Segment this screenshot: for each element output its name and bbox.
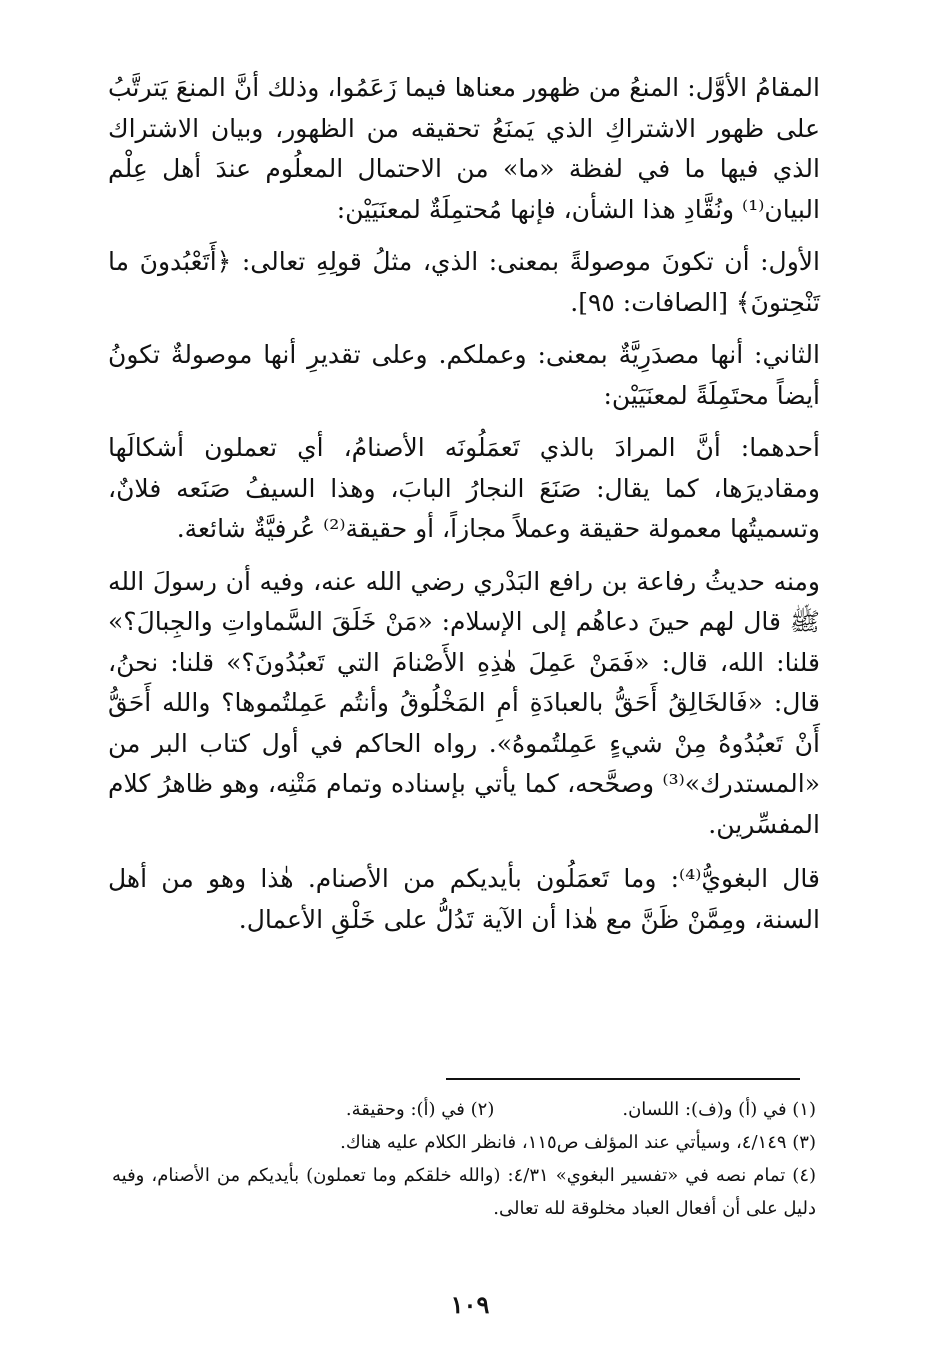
footnote-divider	[446, 1078, 800, 1080]
paragraph-hadith: ومنه حديثُ رفاعة بن رافع البَدْري رضي الله عنه، وفيه أن رسولَ الله ﷺ قال لهم حينَ دعاهُم إلى الإسلام: «مَنْ خَلَقَ السَّماواتِ والجِبالَ؟» قلنا: الله، قال: «فَمَنْ عَمِلَ هٰذِهِ الأَصْنامَ التي تَعبُدُونَ؟» قلنا: نحنُ، قال: «فَالخَالِقُ أَحَقُّ بالعبادَةِ أمِ المَخْلُوقُ وأنتُم عَمِلتُموها؟ والله أَحَقُّ أَنْ تَعبُدُوهُ مِنْ شيءٍ عَمِلتُموهُ». رواه الحاكم في أول كتاب البر من «المستدرك»⁽³⁾ وصحَّحه، كما يأتي بإسناده وتمام مَتْنِه، وهو ظاهرُ كلام المفسِّرين.	[108, 566, 821, 839]
footnote-row-1-2	[112, 1093, 816, 1126]
footnote-2: (٢) في (أ): وحقيقة.	[345, 1099, 495, 1120]
page-number: ١٠٩	[450, 1290, 490, 1319]
paragraph-one-of-them: أحدهما: أنَّ المرادَ بالذي تَعمَلُونَه الأصنامُ، أي تعملون أشكالَها ومقاديرَها، كما يقال: صَنَعَ النجارُ البابَ، وهذا السيفُ صَنَعه فلانٌ، وتسميتُها معمولة حقيقة وعملاً مجازاً، أو حقيقة⁽²⁾ عُرفيَّةٌ شائعة.	[108, 433, 820, 543]
main-text-block	[108, 68, 820, 952]
footnotes-block	[112, 1093, 816, 1225]
paragraph-first-position: المقامُ الأوَّل: المنعُ من ظهور معناها فيما زَعَمُوا، وذلك أنَّ المنعَ يَترتَّبُ على ظهور الاشتراكِ الذي يَمنَعُ تحقيقه من الظهور، وبيان الاشتراك الذي فيها ما في لفظة «ما» من الاحتمال المعلُوم عندَ أهل عِلْم البيان⁽¹⁾ ونُقَّادِ هذا الشأن، فإنها مُحتمِلَةٌ لمعنَيَيْن:	[108, 73, 820, 224]
paragraph-second-meaning: الثاني: أنها مصدَرِيَّةٌ بمعنى: وعملكم. وعلى تقديرِ أنها موصولةٌ تكونُ أيضاً محتَمِلَةً لمعنَيَيْن:	[108, 340, 820, 410]
footnote-1: (١) في (أ) و(ف): اللسان.	[622, 1099, 816, 1120]
paragraph-first-meaning: الأول: أن تكونَ موصولةً بمعنى: الذي، مثلُ قولِهِ تعالى: ﴿أَتَعْبُدونَ ما تَنْحِتونَ﴾ [الصافات: ٩٥].	[108, 247, 820, 317]
footnote-3: (٣) ٤/١٤٩، وسيأتي عند المؤلف ص١١٥، فانظر الكلام عليه هناك.	[340, 1132, 816, 1153]
paragraph-baghawi: قال البغويُّ⁽⁴⁾: وما تَعمَلُون بأيديكم من الأصنام. هٰذا وهو من أهل السنة، ومِمَّنْ ظَنَّ مع هٰذا أن الآية تَدُلُّ على خَلْقِ الأعمال.	[108, 864, 820, 934]
footnote-4: (٤) تمام نصه في «تفسير البغوي» ٤/٣١: (والله خلقكم وما تعملون) بأيديكم من الأصنام، وفيه دليل على أن أفعال العباد مخلوقة لله تعالى.	[112, 1165, 817, 1219]
